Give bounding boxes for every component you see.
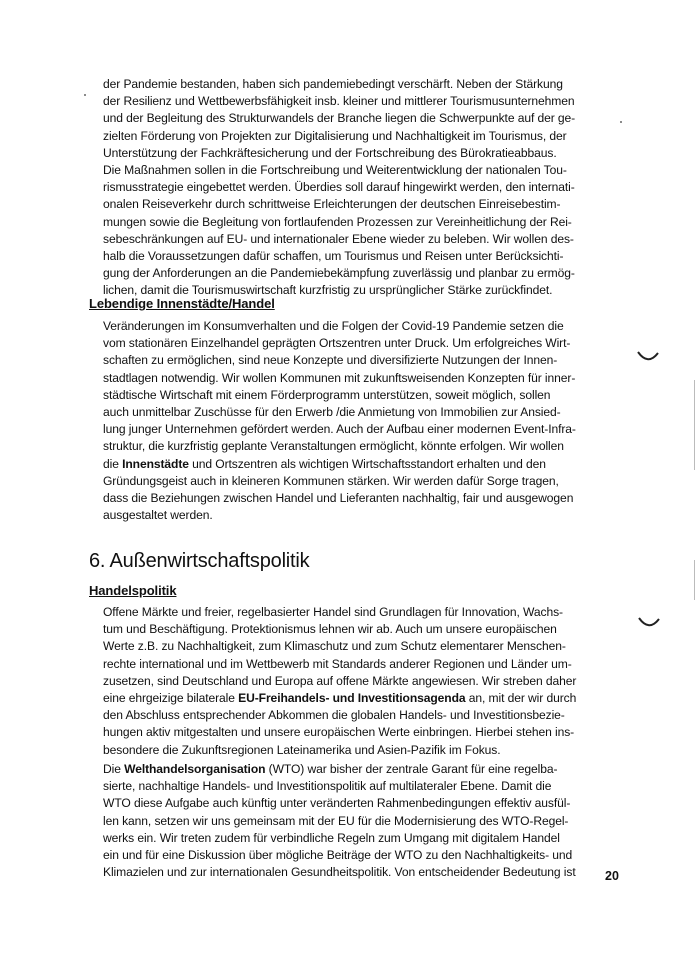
text-line: Werte z.B. zu Nachhaltigkeit, zum Klimaschutz und zum Schutz elementarer Menschen- xyxy=(103,639,566,654)
text-line: zielten Förderung von Projekten zur Digitalisierung und Nachhaltigkeit im Tourismus, der xyxy=(103,128,567,143)
text-line: halb die Voraussetzungen dafür schaffen, um Tourismus und Reisen unter Berücksichti- xyxy=(103,249,564,264)
text-line: Offene Märkte und freier, regelbasierter Handel sind Grundlagen für Innovation, Wachs- xyxy=(103,605,563,619)
text-line: sierte, nachhaltige Handels- und Investitionspolitik auf multilateraler Ebene. Damit die xyxy=(103,779,552,794)
bold-term: EU-Freihandels- und Investitionsagenda xyxy=(238,691,466,706)
text-line: und der Begleitung des Strukturwandels der Branche liegen die Schwerpunkte auf der ge- xyxy=(103,111,576,126)
paragraph-handelspolitik xyxy=(103,604,618,759)
text-line: hungen aktiv mitgestalten und unsere europäischen Werte einbringen. Hierbei stehen ins- xyxy=(103,725,575,740)
chapter-heading: 6. Außenwirtschaftspolitik xyxy=(89,550,310,572)
text-line: onalen Reiseverkehr durch schrittweise Erleichterungen der deutschen Einreisebestim- xyxy=(103,197,561,212)
scan-edge-line xyxy=(694,560,695,600)
text-line: gung der Anforderungen an die Pandemiebekämpfung zuverlässig und planbar zu ermög- xyxy=(103,266,575,281)
text-line: WTO diese Aufgabe auch künftig unter veränderten Rahmenbedingungen effektiv ausfül- xyxy=(103,796,571,811)
text-line: lichen, damit die Tourismuswirtschaft kurzfristig zu ursprünglicher Stärke zurückfindet. xyxy=(103,283,553,298)
text-line: auch unmittelbar Zuschüsse für den Erwerb /die Anmietung von Immobilien zur Ansied- xyxy=(103,405,561,420)
text-line: mungen sowie die Begleitung von fortlaufenden Prozessen zur Vereinheitlichung der Rei- xyxy=(103,214,572,229)
text-line: stadtlagen notwendig. Wir wollen Kommunen mit zukunftsweisenden Konzepten für inner- xyxy=(103,370,576,385)
bold-term: Welthandelsorganisation xyxy=(124,762,266,776)
subheading-innenstaedte: Lebendige Innenstädte/Handel xyxy=(89,296,275,311)
text-line: schaften zu ermöglichen, sind neue Konzepte und diversifizierte Nutzungen der Innen- xyxy=(103,353,558,368)
text-line: Unterstützung der Fachkräftesicherung und der Fortschreibung des Bürokratieabbaus. xyxy=(103,145,557,160)
text-line: struktur, die kurzfristig geplante Veranstaltungen ermöglicht, könnte erfolgen. Wir wollen xyxy=(103,439,564,454)
text-line: zusetzen, sind Deutschland und Europa auf offene Märkte angewiesen. Wir streben daher xyxy=(103,673,577,688)
text-line: vom stationären Einzelhandel geprägten Ortszentren unter Druck. Um erfolgreiches Wirt- xyxy=(103,336,571,351)
text-line: Die Welthandelsorganisation (WTO) war bisher der zentrale Garant für eine regelba- xyxy=(103,762,558,776)
text-line: die Innenstädte und Ortszentren als wichtigen Wirtschaftsstandort erhalten und den xyxy=(103,456,546,471)
text-line: den Abschluss entsprechender Abkommen die globalen Handels- und Investitionsbezie- xyxy=(103,708,565,723)
text-line: Gründungsgeist auch in kleineren Kommunen stärken. Wir werden dafür Sorge tragen, xyxy=(103,473,559,488)
scan-edge-line xyxy=(694,380,695,470)
page-number: 20 xyxy=(605,869,619,883)
text-line: len kann, setzen wir uns gemeinsam mit der EU für die Modernisierung des WTO-Regel- xyxy=(103,813,569,828)
text-line: Klimazielen und zur internationalen Gesundheitspolitik. Von entscheidender Bedeutung ist xyxy=(103,865,576,880)
text-line: städtische Wirtschaft mit einem Förderprogramm unterstützen, soweit möglich, sollen xyxy=(103,387,551,402)
text-line: der Resilienz und Wettbewerbsfähigkeit insb. kleiner und mittlerer Tourismusunternehmen xyxy=(103,94,575,109)
text-line: der Pandemie bestanden, haben sich pandemiebedingt verschärft. Neben der Stärkung xyxy=(103,77,563,91)
text-line: eine ehrgeizige bilaterale EU-Freihandels- und Investitionsagenda an, mit der wir durch xyxy=(103,691,577,706)
paragraph-innenstaedte xyxy=(103,318,618,524)
text-line: Die Maßnahmen sollen in die Fortschreibung und Weiterentwicklung der nationalen Tou- xyxy=(103,163,567,178)
text-line: ein und für eine Diskussion über mögliche Beiträge der WTO zu den Nachhaltigkeits- und xyxy=(103,848,573,863)
bold-term: Innenstädte xyxy=(122,456,189,471)
text-line: sebeschränkungen auf EU- und internationaler Ebene wieder zu beleben. Wir wollen des- xyxy=(103,231,574,246)
text-line: lung junger Unternehmen gefördert werden. Auch der Aufbau einer modernen Event-Infra- xyxy=(103,422,576,437)
text-line: besondere die Zukunftsregionen Lateinamerika und Asien-Pazifik im Fokus. xyxy=(103,742,501,757)
text-line: rechte international und im Wettbewerb mit Standards anderer Regionen und Länder um- xyxy=(103,656,572,671)
subheading-handelspolitik: Handelspolitik xyxy=(89,583,177,598)
text-line: werks ein. Wir treten zudem für verbindliche Regeln zum Umgang mit digitalem Handel xyxy=(103,830,560,845)
text-line: dass die Beziehungen zwischen Handel und Lieferanten nachhaltig, fair und ausgewogen xyxy=(103,491,574,506)
scan-dot xyxy=(84,94,86,96)
scan-dot xyxy=(620,121,622,123)
margin-check-mark-icon xyxy=(636,350,660,364)
text-line: rismusstrategie eingebettet werden. Überdies soll darauf hingewirkt werden, den internati- xyxy=(103,180,575,195)
text-line: Veränderungen im Konsumverhalten und die Folgen der Covid-19 Pandemie setzen die xyxy=(103,319,564,333)
paragraph-wto xyxy=(103,761,618,881)
paragraph-tourism xyxy=(103,76,618,300)
text-line: tum und Beschäftigung. Protektionismus lehnen wir ab. Auch um unsere europäischen xyxy=(103,622,557,637)
text-line: ausgestaltet werden. xyxy=(103,508,213,523)
margin-check-mark-icon xyxy=(637,616,661,630)
